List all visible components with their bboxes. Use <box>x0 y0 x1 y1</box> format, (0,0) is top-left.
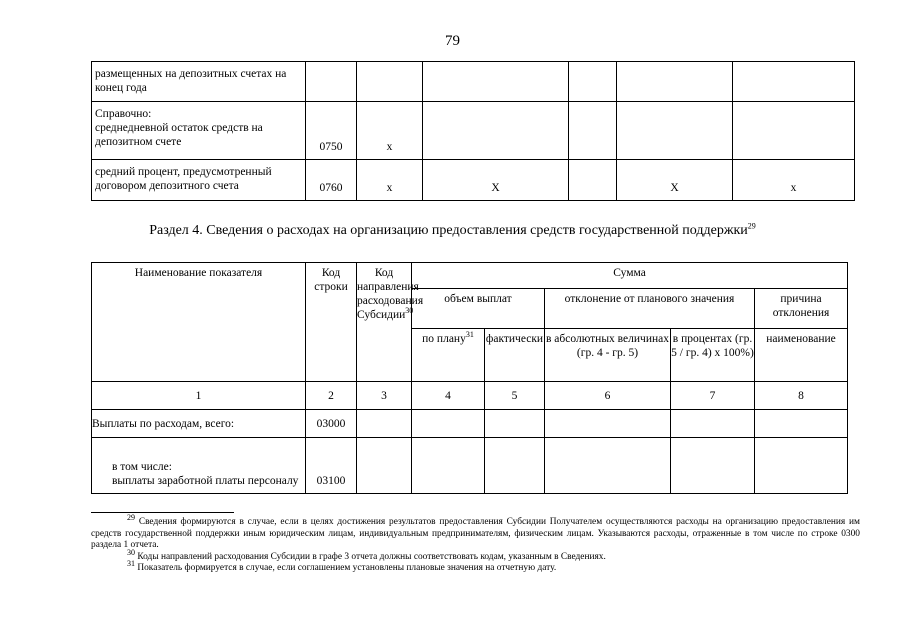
cell <box>755 438 848 494</box>
footnote-text: Показатель формируется в случае, если соглашением установлены плановые значения на отчетную дату. <box>137 563 557 574</box>
cell <box>545 438 671 494</box>
footnote-text: Коды направлений расходования Субсидии в графе 3 отчета должны соответствовать кодам, указанным в Сведениях. <box>137 551 606 562</box>
cell: x <box>733 160 855 201</box>
column-number: 5 <box>485 382 545 410</box>
row-label: Выплаты по расходам, всего: <box>92 410 306 438</box>
table-row <box>92 410 848 438</box>
footnote-ref: 31 <box>465 330 474 340</box>
footnote-ref: 30 <box>405 306 414 316</box>
cell <box>485 438 545 494</box>
row-label: размещенных на депозитных счетах на конец года <box>92 62 306 102</box>
cell <box>357 410 412 438</box>
header-payments-volume: объем выплат <box>412 289 545 329</box>
header-plan: по плану <box>422 333 466 345</box>
row-code: 03100 <box>306 438 357 494</box>
cell <box>485 410 545 438</box>
table-row <box>92 102 855 160</box>
footnote-number: 29 <box>127 512 135 522</box>
section-title-text: Раздел 4. Сведения о расходах на организацию предоставления средств государственной поддержки <box>149 223 748 238</box>
header-indicator: Наименование показателя <box>92 263 306 382</box>
row-label-prefix: Справочно: <box>95 108 152 120</box>
cell <box>545 410 671 438</box>
column-number: 1 <box>92 382 306 410</box>
header-direction-code: Код направления расходования Субсидии <box>357 267 424 321</box>
cell <box>412 410 485 438</box>
row-code: 03000 <box>306 410 357 438</box>
row-label: средний процент, предусмотренный договором депозитного счета <box>92 160 306 201</box>
cell <box>569 102 617 160</box>
section-title <box>0 223 905 239</box>
header-row <box>92 263 848 289</box>
header-actual: фактически <box>485 329 545 382</box>
cell: X <box>617 160 733 201</box>
footnote-number: 30 <box>127 547 135 557</box>
row-label-prefix: в том числе: <box>112 461 172 473</box>
cell <box>733 62 855 102</box>
cell <box>733 102 855 160</box>
row-code: 0760 <box>306 160 357 201</box>
footnote <box>91 559 860 575</box>
expenses-table <box>91 262 848 494</box>
cell: x <box>357 102 423 160</box>
column-number: 7 <box>671 382 755 410</box>
header-sum: Сумма <box>412 263 848 289</box>
cell <box>569 62 617 102</box>
footnote-ref: 29 <box>747 221 756 231</box>
header-absolute: в абсолютных величинах (гр. 4 - гр. 5) <box>545 329 671 382</box>
header-deviation-reason: причина отклонения <box>755 289 848 329</box>
cell: x <box>357 160 423 201</box>
footnote-separator <box>91 512 234 513</box>
header-percent: в процентах (гр. 5 / гр. 4) х 100%) <box>671 329 755 382</box>
row-code <box>306 62 357 102</box>
header-deviation: отклонение от планового значения <box>545 289 755 329</box>
header-reason-name: наименование <box>755 329 848 382</box>
row-label-cell <box>92 438 306 494</box>
footnote <box>91 512 860 552</box>
cell <box>357 62 423 102</box>
column-number: 6 <box>545 382 671 410</box>
table-row <box>92 438 848 494</box>
header-row-code: Код строки <box>306 263 357 382</box>
column-number: 8 <box>755 382 848 410</box>
footnote-number: 31 <box>127 559 135 569</box>
column-number: 4 <box>412 382 485 410</box>
table-row <box>92 160 855 201</box>
column-number-row <box>92 382 848 410</box>
row-label: выплаты заработной платы персоналу <box>112 475 299 487</box>
cell <box>423 62 569 102</box>
header-direction-code-cell <box>357 263 424 382</box>
footnotes <box>91 512 860 575</box>
column-number: 2 <box>306 382 357 410</box>
footnote-text: Сведения формируются в случае, если в целях достижения результатов предоставления Субсидии Получателем осуществляются расходы на организацию предоставления им средств государственной поддержки иным юридическим лицам, индивидуальным предпринимателям, физическим лицам. Указываются расходы, отраженные в том числе по строке 0300 раздела 1 отчета. <box>91 517 860 551</box>
cell <box>412 438 485 494</box>
row-label: среднедневной остаток средств на депозитном счете <box>95 122 263 148</box>
header-plan-cell <box>412 329 485 382</box>
row-label-cell <box>92 102 306 160</box>
cell: X <box>423 160 569 201</box>
cell <box>569 160 617 201</box>
cell <box>617 62 733 102</box>
table-row <box>92 62 855 102</box>
cell <box>755 410 848 438</box>
page-number: 79 <box>445 33 460 49</box>
cell <box>671 438 755 494</box>
cell <box>357 438 412 494</box>
cell <box>617 102 733 160</box>
cell <box>423 102 569 160</box>
cell <box>671 410 755 438</box>
top-table <box>91 61 855 201</box>
row-code: 0750 <box>306 102 357 160</box>
footnote <box>91 547 860 564</box>
column-number: 3 <box>357 382 412 410</box>
